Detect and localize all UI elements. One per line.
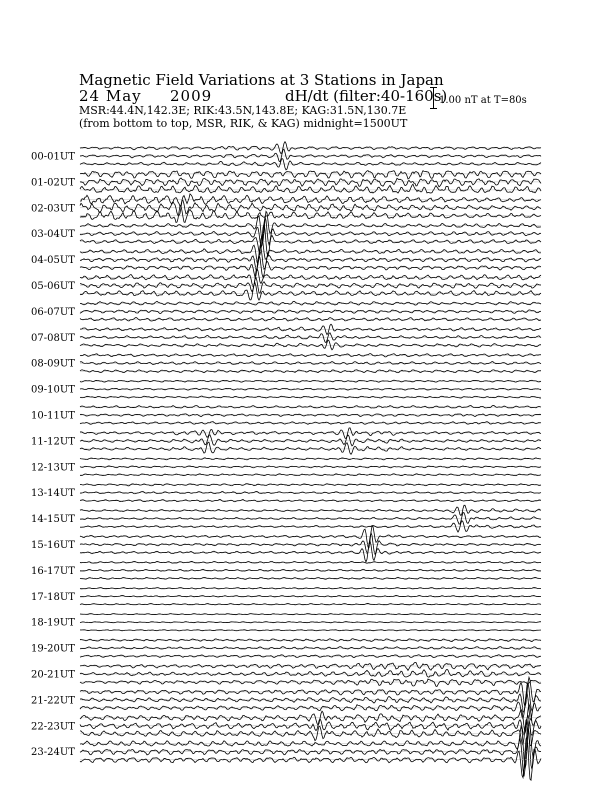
row-label: 16-17UT [31,565,75,577]
trace-row-00-01UT [31,142,541,170]
trace-station-rik [80,217,541,247]
row-label: 03-04UT [31,229,75,241]
trace-station-msr [80,442,541,454]
station-coordinates: MSR:44.4N,142.3E; RIK:43.5N,143.8E; KAG:31.5N,130.7E [79,104,407,117]
trace-row-09-10UT [31,380,541,398]
trace-row-03-04UT [31,211,541,256]
trace-row-05-06UT [31,268,541,300]
row-label: 14-15UT [31,514,75,526]
trace-row-17-18UT [31,588,541,605]
trace-row-13-14UT [31,484,541,502]
filter-label: dH/dt (filter:40-160s) [285,87,448,105]
row-label: 22-23UT [31,721,75,733]
trace-station-msr [80,737,541,780]
row-label: 04-05UT [31,255,75,267]
trace-row-15-16UT [31,526,541,562]
trace-row-04-05UT [31,237,541,278]
row-label: 00-01UT [31,151,75,163]
trace-row-18-19UT [31,614,541,631]
row-label: 09-10UT [31,384,75,396]
trace-station-rik [80,333,541,343]
row-label: 17-18UT [31,591,75,603]
row-label: 07-08UT [31,332,75,344]
trace-station-msr [80,255,541,277]
trace-station-kag [80,662,541,670]
trace-row-12-13UT [31,458,541,476]
row-label: 23-24UT [31,747,75,759]
trace-station-msr [80,184,541,193]
trace-row-02-03UT [31,194,541,223]
row-label: 20-21UT [31,669,75,681]
trace-station-rik [80,178,541,187]
trace-row-16-17UT [31,561,541,579]
trace-station-msr [80,719,541,746]
date-year: 2009 [170,87,213,105]
trace-row-22-23UT [31,704,541,745]
row-label: 02-03UT [31,203,75,215]
row-label: 21-22UT [31,695,75,707]
chart-title: Magnetic Field Variations at 3 Stations in Japan [79,71,444,89]
trace-row-20-21UT [31,662,541,686]
trace-station-msr [80,206,541,223]
row-label: 05-06UT [31,281,75,292]
trace-station-kag [80,614,541,615]
trace-station-kag [80,142,541,154]
trace-station-rik [80,622,541,623]
trace-row-21-22UT [31,677,541,720]
trace-station-rik [80,595,541,596]
trace-row-10-11UT [31,405,541,424]
date-day: 24 May [79,87,142,105]
station-order-note: (from bottom to top, MSR, RIK, & KAG) midnight=1500UT [79,117,408,130]
row-label: 13-14UT [31,488,75,500]
trace-station-kag [80,639,541,642]
row-label: 10-11UT [31,410,75,422]
trace-station-kag [80,380,541,382]
trace-station-msr [80,340,541,350]
trace-station-rik [80,435,541,446]
trace-station-kag [80,171,541,179]
trace-station-rik [80,569,541,571]
row-label: 11-12UT [31,436,75,448]
row-label: 12-13UT [31,462,75,474]
row-label: 08-09UT [31,358,75,370]
trace-station-kag [80,405,541,408]
row-label: 18-19UT [31,617,75,629]
scale-bar-icon [429,87,438,109]
trace-row-19-20UT [31,639,541,658]
trace-station-kag [80,428,541,439]
row-label: 19-20UT [31,643,75,655]
trace-row-11-12UT [31,428,541,454]
trace-row-08-09UT [31,354,541,373]
trace-row-07-08UT [31,324,541,350]
trace-station-kag [80,588,541,589]
trace-row-01-02UT [31,171,541,193]
scale-label: 1.00 nT at T=80s [439,95,527,106]
trace-row-06-07UT [31,301,541,321]
trace-row-14-15UT [31,505,541,532]
trace-station-msr [80,577,541,579]
trace-station-rik [80,513,541,524]
trace-station-rik [80,669,541,677]
row-label: 15-16UT [31,540,75,551]
row-label: 01-02UT [31,177,75,189]
trace-row-23-24UT [31,720,541,780]
trace-station-rik [80,149,541,161]
trace-station-rik [80,310,541,314]
trace-station-msr [80,679,541,686]
row-label: 06-07UT [31,306,75,318]
trace-station-msr [80,499,541,501]
